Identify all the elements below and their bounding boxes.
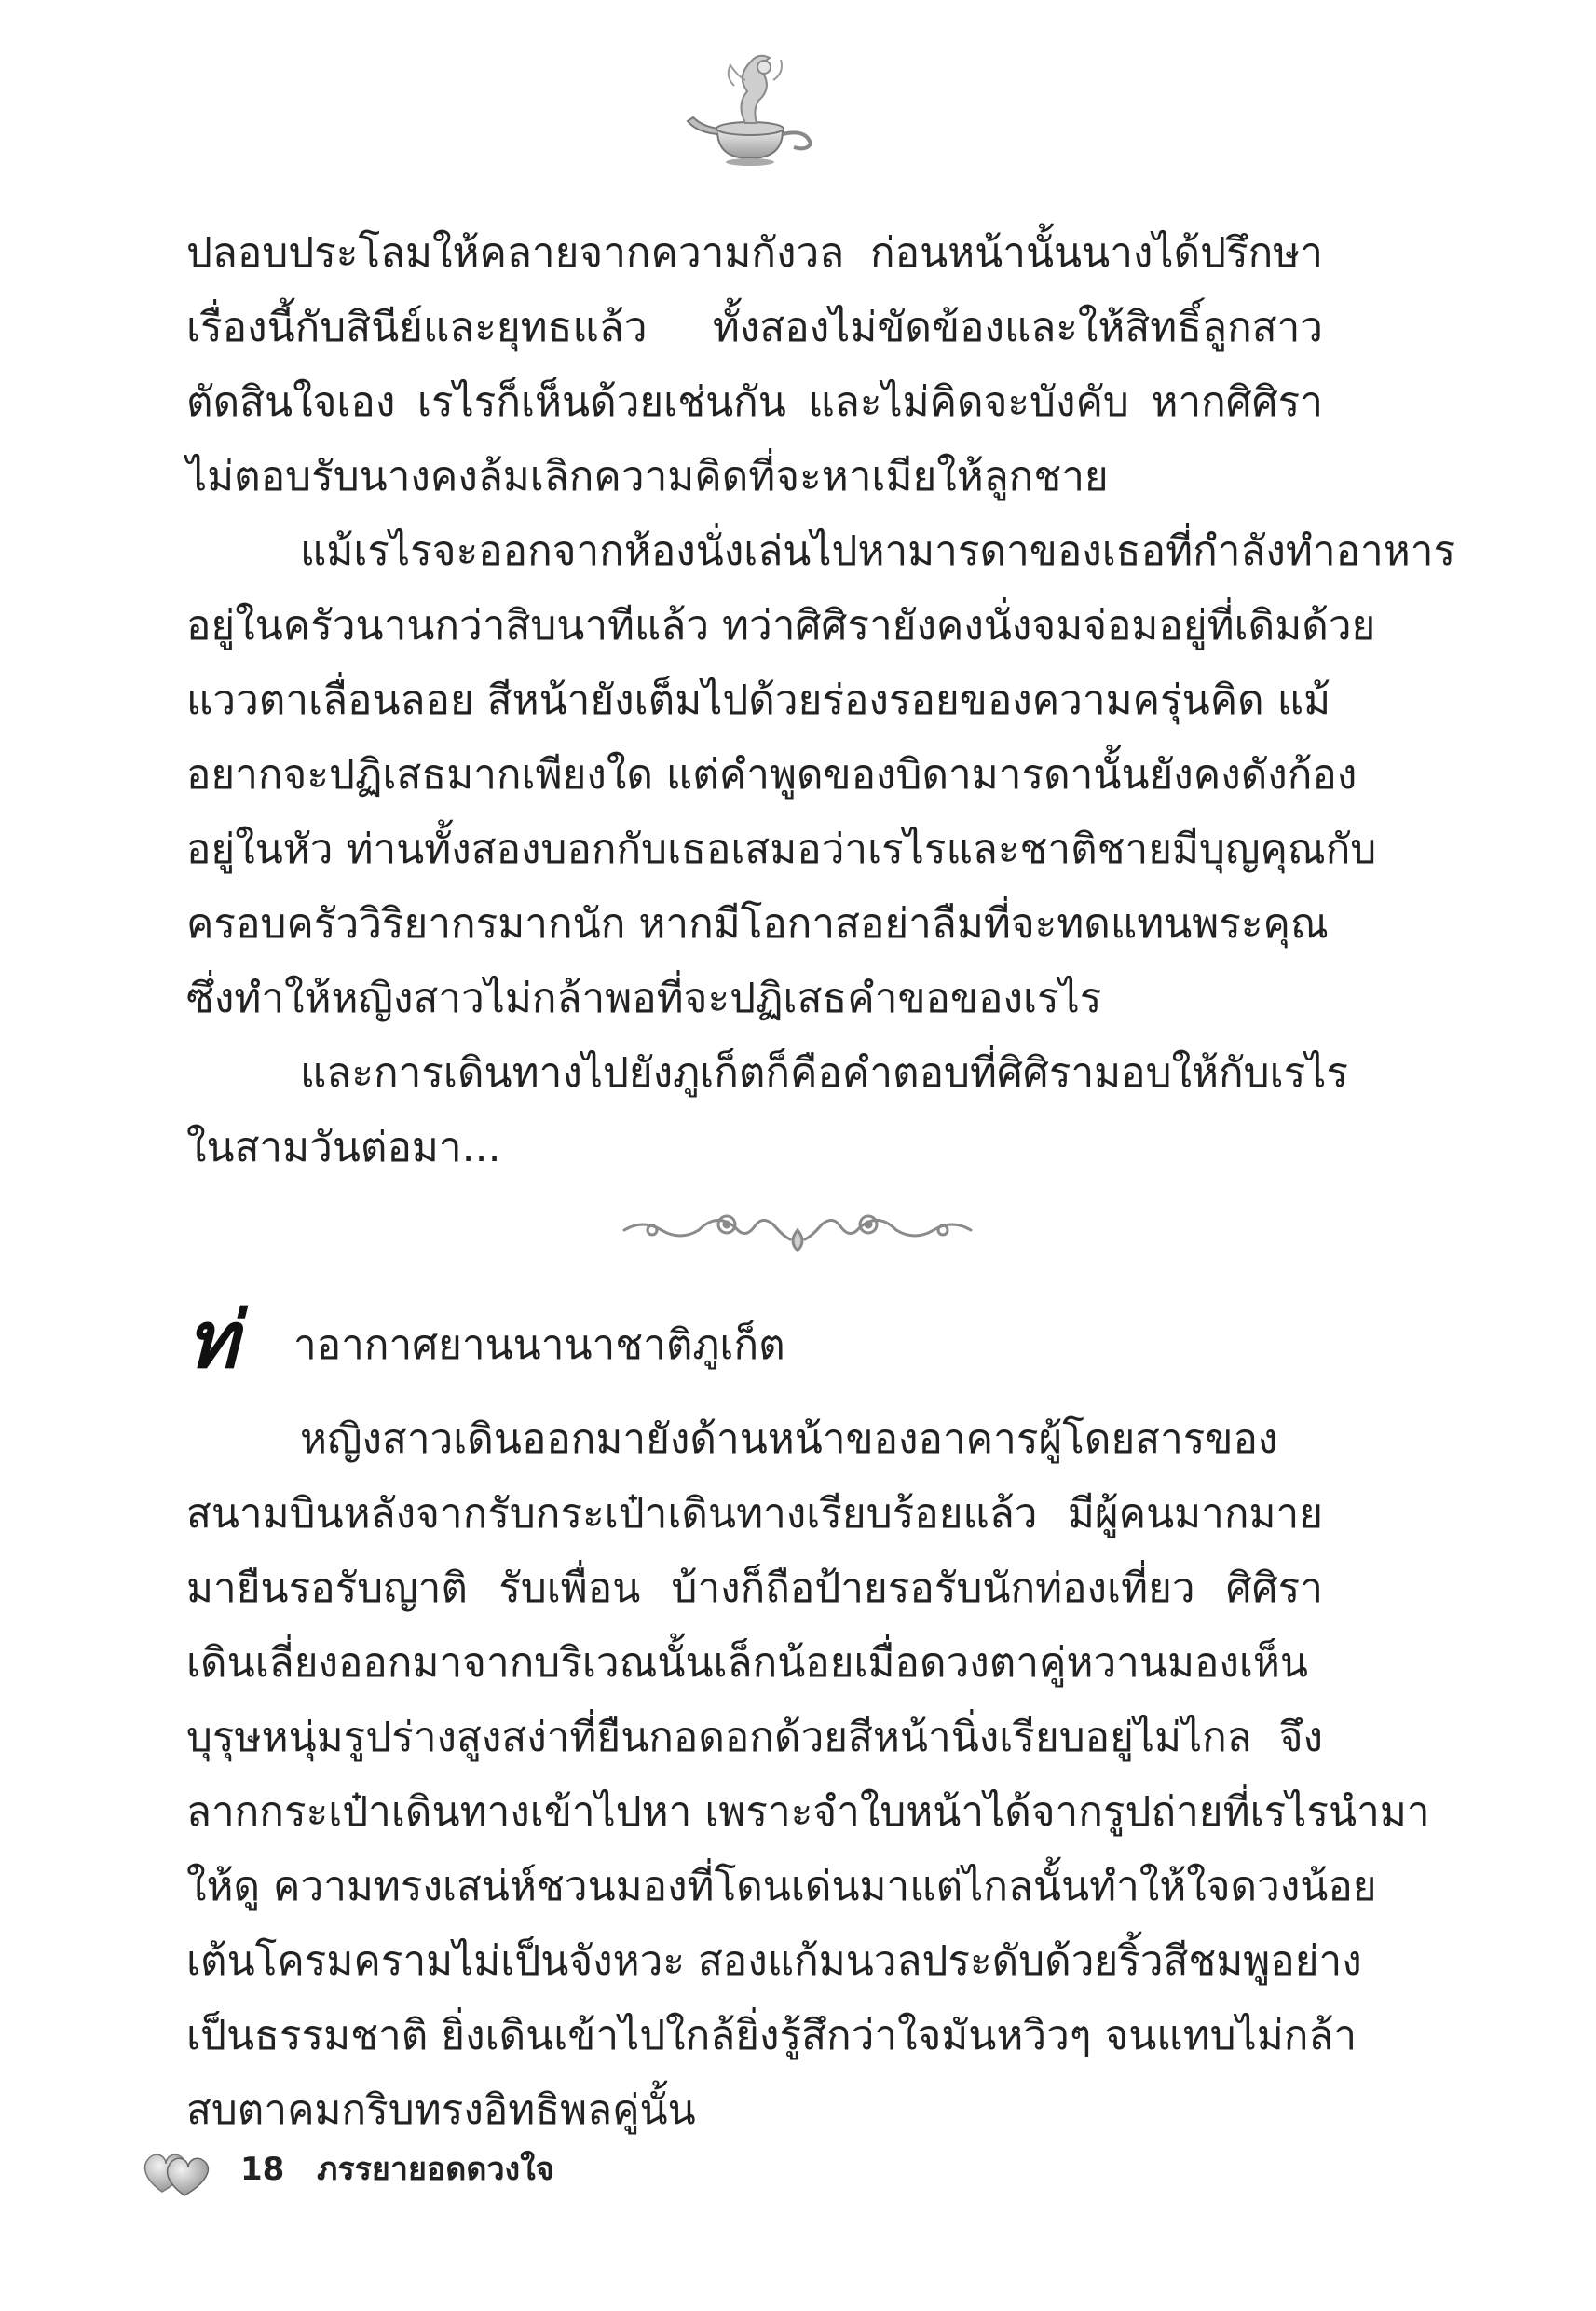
text-line: ปลอบประโลมให้คลายจากความกังวล ก่อนหน้านั้นนางได้ปรึกษา xyxy=(186,229,1323,277)
text-line: หญิงสาวเดินออกมายังด้านหน้าของอาคารผู้โดยสารของ xyxy=(300,1415,1278,1463)
book-title: ภรรยายอดดวงใจ xyxy=(317,2151,554,2188)
text-line: สบตาคมกริบทรงอิทธิพลคู่นั้น xyxy=(186,2086,696,2134)
text-line: อยู่ในครัวนานกว่าสิบนาทีแล้ว ทว่าศิศิรายังคงนั่งจมจ่อมอยู่ที่เดิมด้วย xyxy=(186,602,1376,650)
text-line: ให้ดู ความทรงเสน่ห์ชวนมองที่โดนเด่นมาแต่ไกลนั้นทำให้ใจดวงน้อย xyxy=(186,1863,1377,1910)
text-line: อยู่ในหัว ท่านทั้งสองบอกกับเธอเสมอว่าเรไรและชาติชายมีบุญคุณกับ xyxy=(186,826,1377,873)
text-line: เป็นธรรมชาติ ยิ่งเดินเข้าไปใกล้ยิ่งรู้สึกว่าใจมันหวิวๆ จนแทบไม่กล้า xyxy=(186,2012,1357,2059)
text-line: ลากกระเป๋าเดินทางเข้าไปหา เพราะจำใบหน้าได้จากรูปถ่ายที่เรไรนำมา xyxy=(186,1788,1430,1836)
text-line: อยากจะปฏิเสธมากเพียงใด แต่คำพูดของบิดามารดานั้นยังคงดังก้อง xyxy=(186,751,1357,799)
text-line: ซึ่งทำให้หญิงสาวไม่กล้าพอที่จะปฏิเสธคำขอของเรไร xyxy=(186,975,1102,1022)
text-line: แววตาเลื่อนลอย สีหน้ายังเต็มไปด้วยร่องรอยของความครุ่นคิด แม้ xyxy=(186,677,1331,724)
text-line: เดินเลี่ยงออกมาจากบริเวณนั้นเล็กน้อยเมื่อดวงตาคู่หวานมองเห็น xyxy=(186,1639,1308,1687)
text-line: ตัดสินใจเอง เรไรก็เห็นด้วยเช่นกัน และไม่คิดจะบังคับ หากศิศิรา xyxy=(186,378,1323,426)
text-line: เต้นโครมครามไม่เป็นจังหวะ สองแก้มนวลประดับด้วยริ้วสีชมพูอย่าง xyxy=(186,1937,1362,1985)
section-2-opening xyxy=(186,1293,1323,1386)
flourish-divider-icon xyxy=(615,1202,981,1258)
text-line: ครอบครัววิริยากรมากนัก หากมีโอกาสอย่าลืมที่จะทดแทนพระคุณ xyxy=(186,900,1329,948)
text-line: แม้เรไรจะออกจากห้องนั่งเล่นไปหามารดาของเธอที่กำลังทำอาหาร xyxy=(300,527,1456,575)
page-number: 18 xyxy=(240,2151,285,2188)
text-line: เรื่องนี้กับสินีย์และยุทธแล้ว ทั้งสองไม่ขัดข้องและให้สิทธิ์ลูกสาว xyxy=(186,304,1323,351)
section-1-text xyxy=(186,216,1456,1185)
section-2-text xyxy=(186,1402,1430,2148)
drop-cap: ท่ xyxy=(186,1293,239,1386)
text-line: และการเดินทางไปยังภูเก็ตก็คือคำตอบที่ศิศิรามอบให้กับเรไร xyxy=(300,1049,1349,1097)
text-line: ในสามวันต่อมา... xyxy=(186,1124,501,1171)
hearts-icon xyxy=(140,2143,214,2199)
text-line: มายืนรอรับญาติ รับเพื่อน บ้างก็ถือป้ายรอรับนักท่องเที่ยว ศิศิรา xyxy=(186,1565,1323,1612)
text-line: ไม่ตอบรับนางคงล้มเลิกความคิดที่จะหาเมียให้ลูกชาย xyxy=(186,453,1109,500)
text-line: สนามบินหลังจากรับกระเป๋าเดินทางเรียบร้อยแล้ว มีผู้คนมากมาย xyxy=(186,1490,1323,1538)
page-footer xyxy=(140,2143,699,2199)
opening-line: าอากาศยานนานาชาติภูเก็ต xyxy=(293,1321,785,1369)
genie-lamp-icon xyxy=(680,48,820,168)
text-line: บุรุษหนุ่มรูปร่างสูงสง่าที่ยืนกอดอกด้วยสีหน้านิ่งเรียบอยู่ไม่ไกล จึง xyxy=(186,1714,1323,1761)
